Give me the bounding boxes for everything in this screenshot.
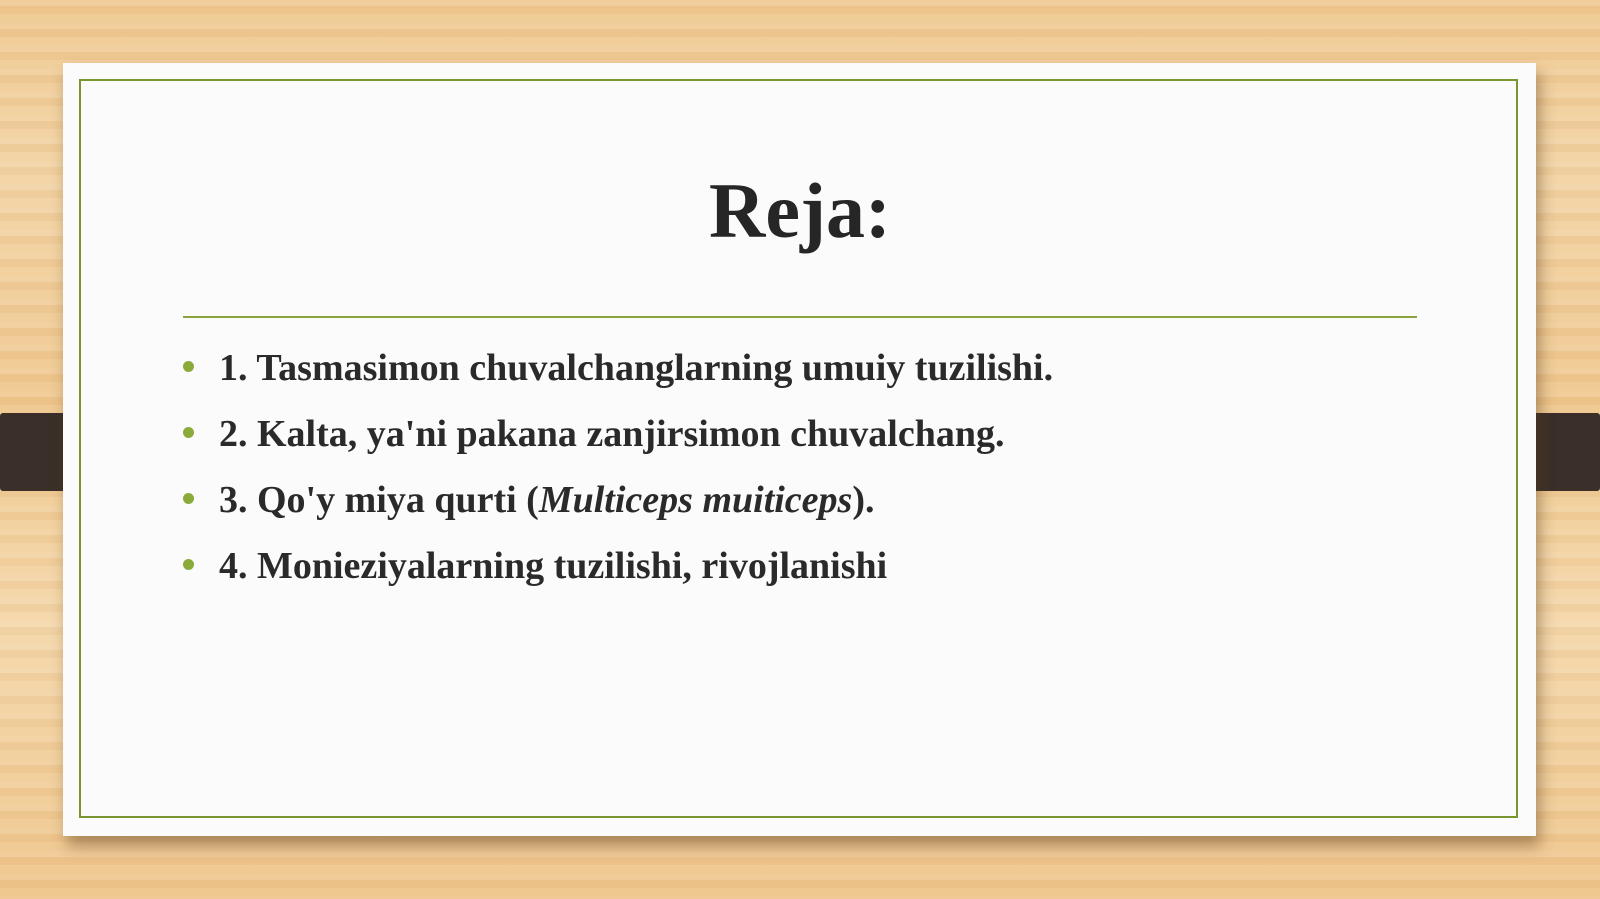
bullet-dot-icon	[183, 427, 194, 438]
bullet-text-suffix: ).	[852, 479, 875, 521]
bullet-dot-icon	[183, 361, 194, 372]
bullet-item	[183, 340, 1053, 406]
bullet-item	[183, 406, 1053, 472]
bullet-text-prefix: 3. Qo'y miya qurti (	[219, 479, 539, 521]
species-name: Multiceps muiticeps	[538, 479, 853, 521]
bullet-text: 1. Tasmasimon chuvalchanglarning umuiy tuzilishi.	[219, 347, 1054, 389]
bullet-dot-icon	[183, 559, 194, 570]
slide-title: Reja:	[709, 167, 891, 254]
bullet-text: 4. Monieziyalarning tuzilishi, rivojlanishi	[219, 545, 888, 587]
bullet-text: 2. Kalta, ya'ni pakana zanjirsimon chuvalchang.	[219, 413, 1005, 455]
bullet-item	[183, 472, 1053, 538]
bullet-dot-icon	[183, 493, 194, 504]
bullet-item	[183, 538, 1053, 604]
title-divider	[183, 316, 1417, 318]
bullet-list	[183, 340, 1053, 604]
